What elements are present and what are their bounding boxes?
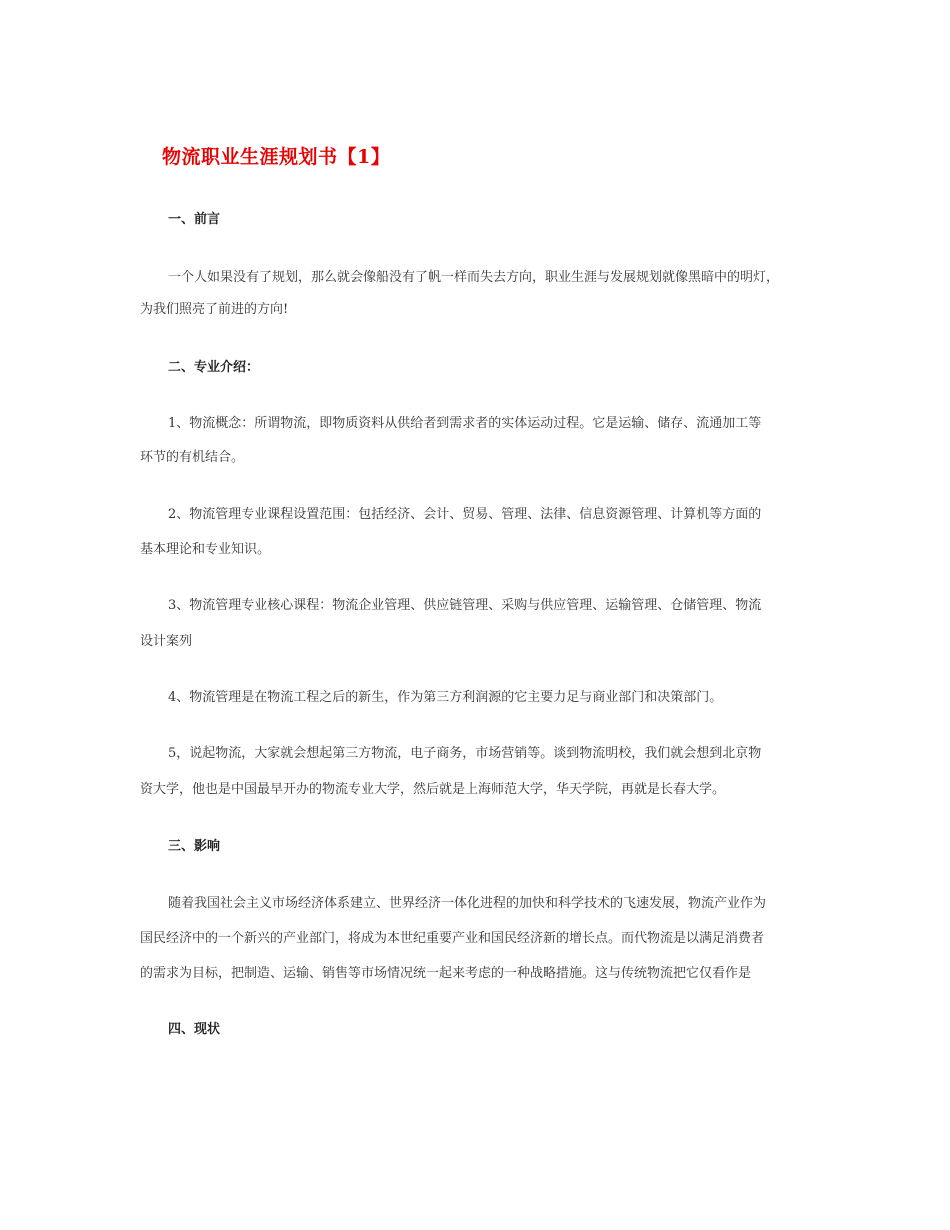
paragraph-line: 1、物流概念：所谓物流，即物质资料从供给者到需求者的实体运动过程。它是运输、储存、流通加工等	[168, 416, 762, 431]
section-heading-preface: 一、前言	[168, 212, 221, 227]
paragraph-line: 的需求为目标，把制造、运输、销售等市场情况统一起来考虑的一种战略措施。这与传统物流把它仅看作是	[140, 966, 752, 981]
section-heading-impact: 三、影响	[168, 839, 221, 854]
section-heading-major-intro: 二、专业介绍：	[168, 360, 260, 375]
paragraph-line: 2、物流管理专业课程设置范围：包括经济、会计、贸易、管理、法律、信息资源管理、计算机等方面的	[168, 507, 762, 522]
paragraph-line: 环节的有机结合。	[140, 450, 245, 465]
paragraph-line: 3、物流管理专业核心课程：物流企业管理、供应链管理、采购与供应管理、运输管理、仓储管理、物流	[168, 598, 762, 613]
paragraph-line: 国民经济中的一个新兴的产业部门，将成为本世纪重要产业和国民经济新的增长点。而代物流是以满足消费者	[140, 931, 765, 946]
paragraph-line: 4、物流管理是在物流工程之后的新生，作为第三方利润源的它主要力足与商业部门和决策部门。	[168, 690, 723, 705]
section-heading-status: 四、现状	[168, 1022, 221, 1037]
paragraph-line: 5，说起物流，大家就会想起第三方物流，电子商务，市场营销等。谈到物流明校，我们就会想到北京物	[168, 746, 762, 761]
paragraph-line: 一个人如果没有了规划，那么就会像船没有了帆一样而失去方向，职业生涯与发展规划就像黑暗中的明灯，	[168, 270, 780, 285]
paragraph-line: 设计案列	[140, 634, 193, 649]
paragraph-line: 为我们照亮了前进的方向!	[140, 302, 289, 317]
paragraph-line: 资大学，他也是中国最早开办的物流专业大学，然后就是上海师范大学，华天学院，再就是长春大学。	[140, 782, 726, 797]
paragraph-line: 基本理论和专业知识。	[140, 542, 271, 557]
paragraph-line: 随着我国社会主义市场经济体系建立、世界经济一体化进程的加快和科学技术的飞速发展，物流产业作为	[168, 896, 767, 911]
document-title: 物流职业生涯规划书【1】	[162, 146, 391, 168]
